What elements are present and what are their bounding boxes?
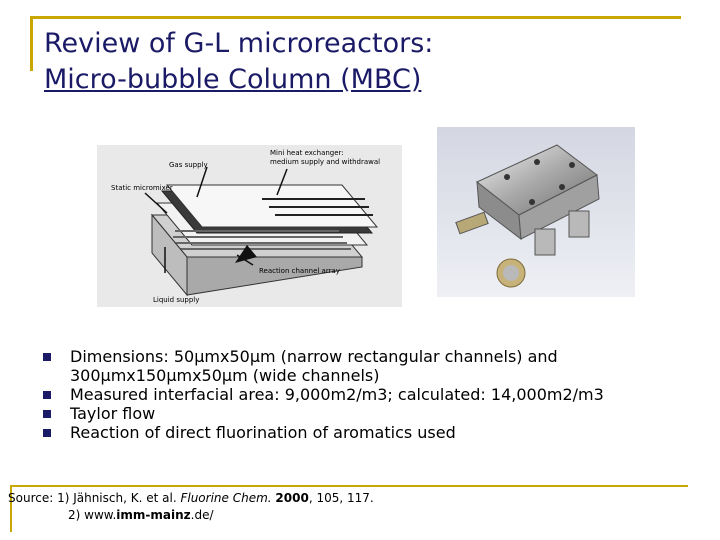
bullet-text: Reaction of direct fluorination of aromatics used <box>70 423 456 442</box>
bullet-item <box>40 404 680 423</box>
source-journal: Fluorine Chem. <box>180 491 272 505</box>
bullet-list <box>40 347 680 442</box>
title-line-2: Micro-bubble Column (MBC) <box>44 64 422 95</box>
square-bullet-icon <box>43 353 51 361</box>
source-year: 2000 <box>275 491 309 505</box>
source-ref-2 <box>8 507 374 524</box>
diagram-svg <box>97 145 402 307</box>
title-line-1: Review of G-L microreactors: <box>44 28 434 59</box>
label-static-micromixer: Static micromixer <box>111 184 173 192</box>
source-prefix: Source: 1) Jähnisch, K. et al. <box>8 491 181 505</box>
bullet-text-continued: 300µmx150µmx50µm (wide channels) <box>70 366 380 385</box>
bullet-text: Taylor flow <box>70 404 156 423</box>
slide-title <box>44 26 433 98</box>
bullet-item <box>40 385 680 404</box>
label-gas-supply: Gas supply <box>169 161 208 169</box>
photo-svg <box>437 127 635 297</box>
bullet-item <box>40 423 680 442</box>
source-citation <box>8 490 374 524</box>
square-bullet-icon <box>43 429 51 437</box>
label-heat-exchanger-1: Mini heat exchanger: <box>270 149 344 157</box>
square-bullet-icon <box>43 410 51 418</box>
ref2-suffix: .de/ <box>190 508 214 522</box>
bullet-text: Dimensions: 50µmx50µm (narrow rectangular channels) and <box>70 347 558 366</box>
ref2-prefix: 2) www. <box>68 508 117 522</box>
ref2-bold: imm-mainz <box>116 508 191 522</box>
square-bullet-icon <box>43 391 51 399</box>
micro-bubble-column-diagram <box>97 145 402 307</box>
source-rest: , 105, 117. <box>308 491 374 505</box>
label-reaction-channel: Reaction channel array <box>259 267 340 275</box>
bullet-text: Measured interfacial area: 9,000m2/m3; calculated: 14,000m2/m3 <box>70 385 604 404</box>
microreactor-photo <box>437 127 635 297</box>
bullet-item <box>40 347 680 385</box>
label-liquid-supply: Liquid supply <box>153 296 200 304</box>
label-heat-exchanger-2: medium supply and withdrawal <box>270 158 381 166</box>
